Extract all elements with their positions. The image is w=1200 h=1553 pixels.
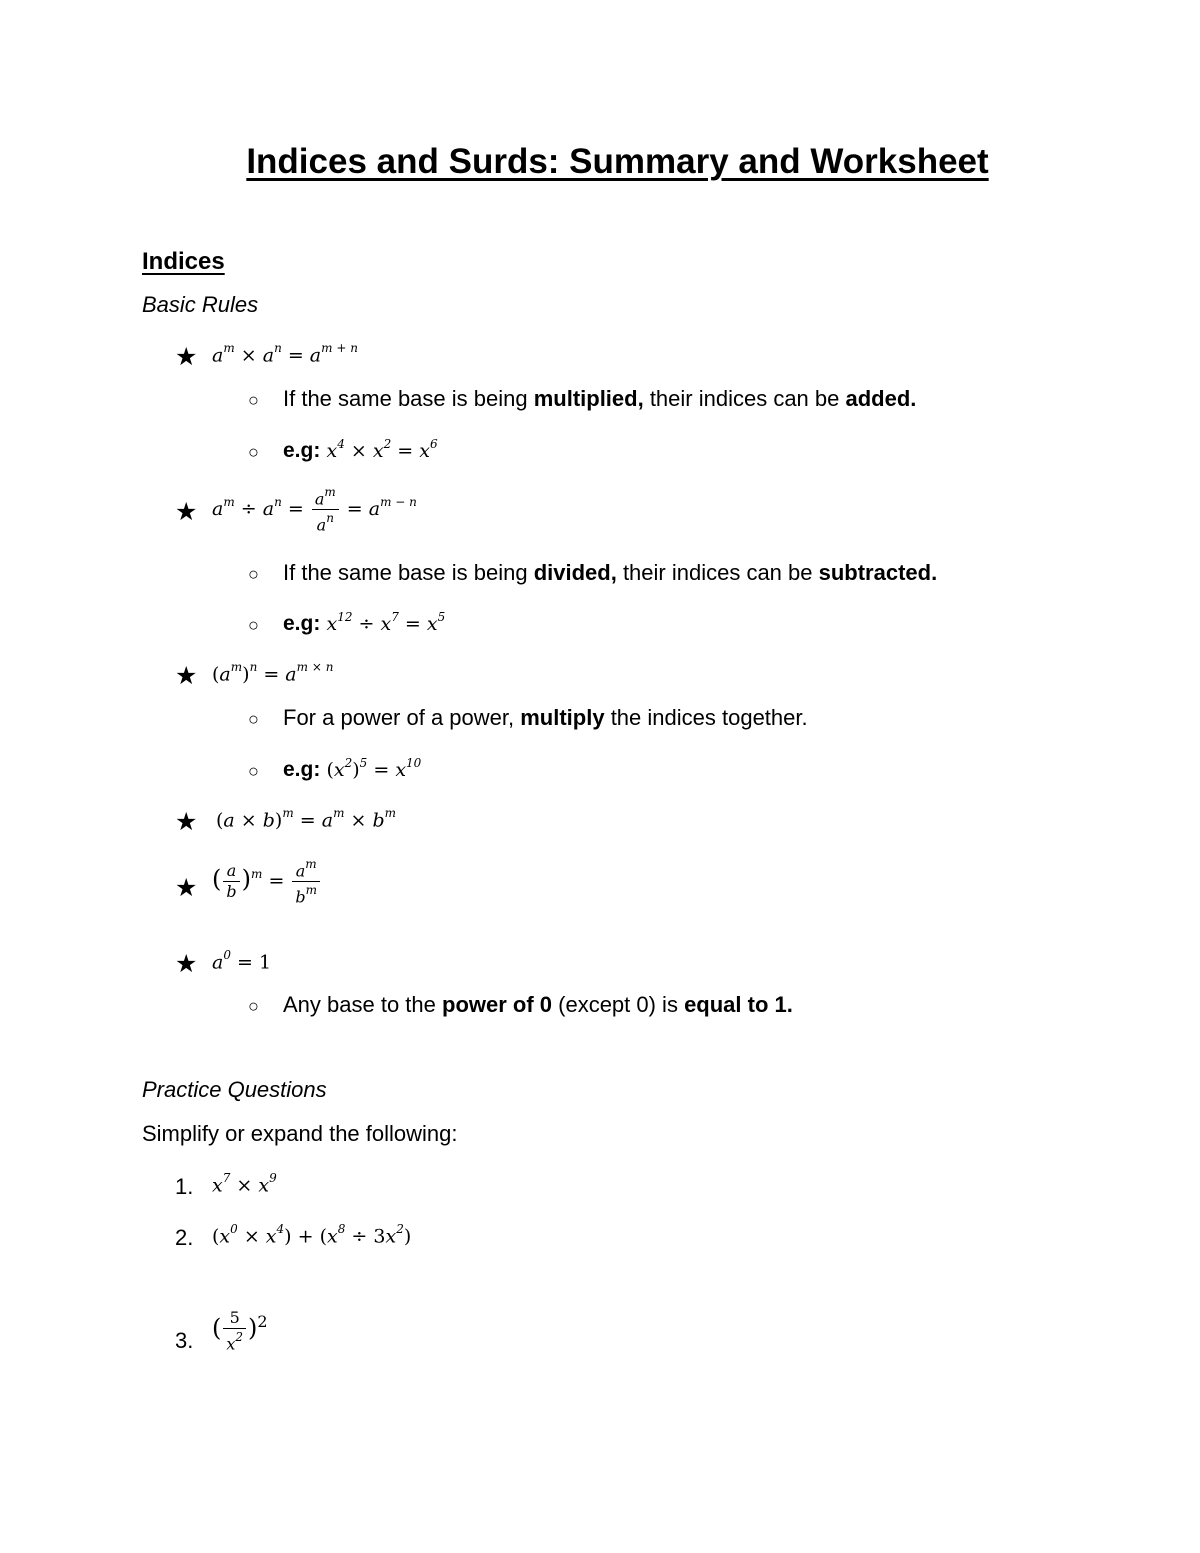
rule-formula-quotient-power: ( $\frac{a}{b}$ )$^m$ = $\frac{a^m}{b^m}$ — [212, 856, 322, 908]
circle-bullet-icon: ○ — [248, 564, 259, 584]
circle-bullet-icon: ○ — [248, 615, 259, 635]
question-expression: $(x^0 \times x^4) + (x^8 \div 3x^2)$ — [212, 1222, 412, 1248]
circle-bullet-icon: ○ — [248, 390, 259, 410]
star-bullet-icon: ★ — [175, 498, 198, 526]
rule-example-quotient: e.g: $x^{12} \div x^7 = x^5$ — [283, 609, 446, 635]
subsection-heading-basic-rules: Basic Rules — [142, 292, 259, 317]
rule-note-zero-power: Any base to the power of 0 (except 0) is equal to 1. — [283, 992, 793, 1017]
rule-formula-product-power: $(a \times b)^m = a^m \times b^m$ — [216, 806, 397, 832]
rule-formula-product: $a^m \times a^n = a^{m + n}$ — [212, 341, 358, 367]
rule-example-product: e.g: $x^4 \times x^2 = x^6$ — [283, 436, 438, 462]
star-bullet-icon: ★ — [175, 343, 198, 371]
star-bullet-icon: ★ — [175, 950, 198, 978]
question-number: 1. — [175, 1174, 194, 1199]
question-expression: $x^7 \times x^9$ — [212, 1171, 277, 1197]
star-bullet-icon: ★ — [175, 808, 198, 836]
star-bullet-icon: ★ — [175, 874, 198, 902]
rule-note-power-of-power: For a power of a power, multiply the indices together. — [283, 705, 808, 730]
rule-formula-power-of-power: $(a^m)^n = a^{m \times n}$ — [212, 660, 334, 686]
circle-bullet-icon: ○ — [248, 996, 259, 1016]
page-title: Indices and Surds: Summary and Worksheet — [246, 142, 989, 181]
star-bullet-icon: ★ — [175, 662, 198, 690]
question-number: 3. — [175, 1328, 194, 1353]
circle-bullet-icon: ○ — [248, 761, 259, 781]
rule-formula-quotient: $a^m \div a^n$ = $\frac{a^m}{a^n}$ = $a^{m - n}$ — [212, 485, 417, 535]
section-heading-indices: Indices — [142, 248, 225, 275]
rule-formula-zero-power: $a^0 = 1$ — [212, 948, 272, 974]
circle-bullet-icon: ○ — [248, 709, 259, 729]
rule-note-product: If the same base is being multiplied, their indices can be added. — [283, 386, 917, 411]
question-number: 2. — [175, 1225, 194, 1250]
question-expression: ( $\frac{5}{x^2}$ )$^2$ — [212, 1308, 268, 1354]
circle-bullet-icon: ○ — [248, 442, 259, 462]
rule-note-quotient: If the same base is being divided, their indices can be subtracted. — [283, 560, 938, 585]
rule-example-power-of-power: e.g: $(x^2)^5 = x^{10}$ — [283, 755, 422, 781]
practice-instruction: Simplify or expand the following: — [142, 1121, 458, 1146]
subsection-heading-practice: Practice Questions — [142, 1077, 327, 1102]
